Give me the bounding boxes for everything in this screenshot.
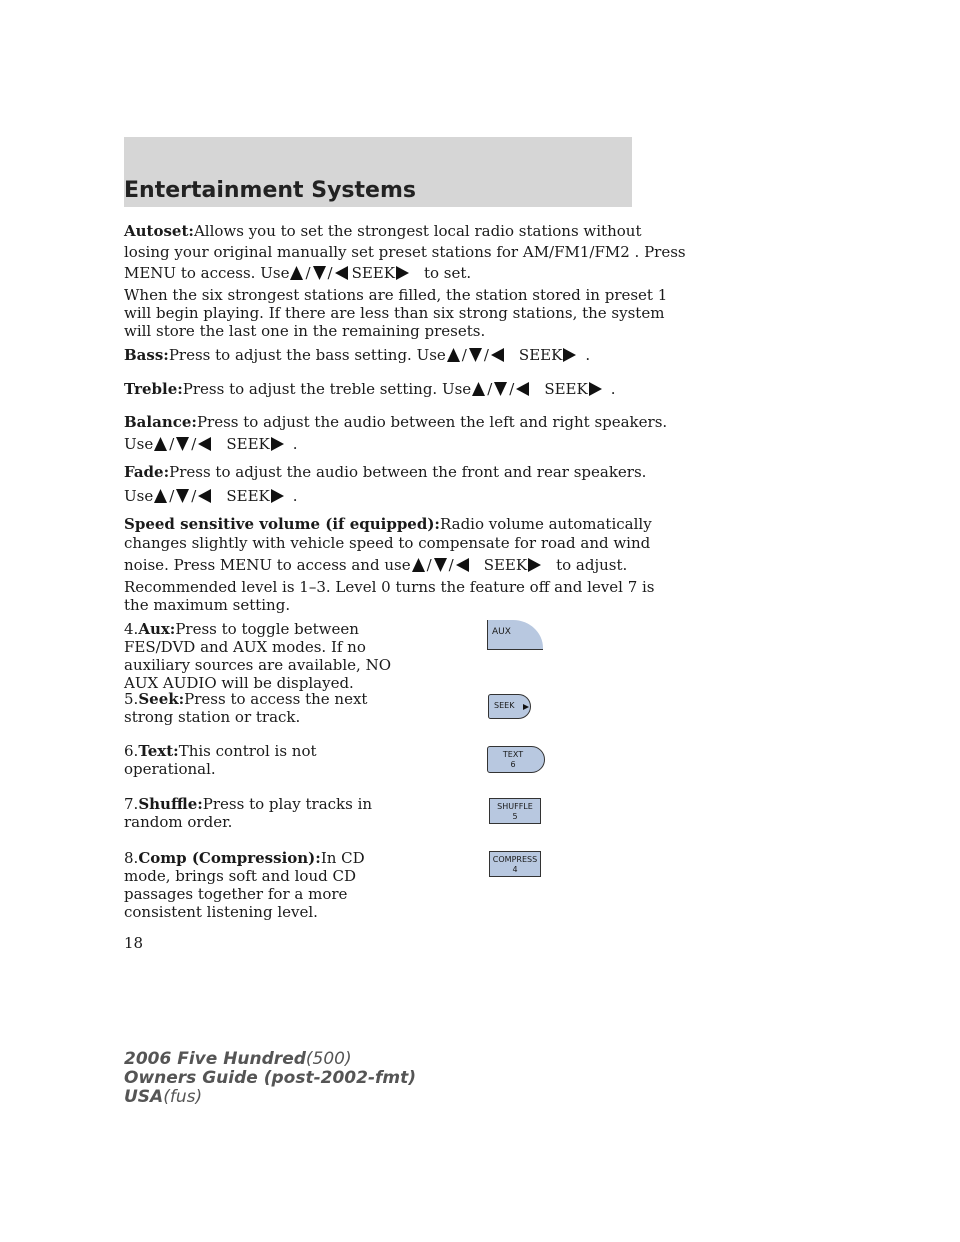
item-seek: 5.Seek:Press to access the next strong station or track. bbox=[124, 690, 368, 726]
autoset-line-3: MENU to access. Use / / SEEK to set. bbox=[124, 264, 472, 282]
recommended-line-1: Recommended level is 1–3. Level 0 turns the feature off and level 7 is bbox=[124, 578, 655, 596]
down-arrow-icon bbox=[434, 558, 447, 572]
speed-line-1: Speed sensitive volume (if equipped):Radio volume automatically bbox=[124, 515, 652, 533]
up-arrow-icon bbox=[154, 489, 167, 503]
bass-line: Bass:Press to adjust the bass setting. Use / / SEEK . bbox=[124, 346, 591, 364]
right-arrow-icon bbox=[271, 437, 284, 451]
footer: 2006 Five Hundred(500) Owners Guide (post-2002-fmt) USA(fus) bbox=[124, 1049, 417, 1107]
right-arrow-icon bbox=[589, 382, 602, 396]
autoset-line-2: losing your original manually set preset stations for AM/FM1/FM2 . Press bbox=[124, 243, 686, 261]
fade-line-2: Use / / SEEK . bbox=[124, 487, 298, 505]
fade-line-1: Fade:Press to adjust the audio between the front and rear speakers. bbox=[124, 463, 647, 481]
up-arrow-icon bbox=[412, 558, 425, 572]
speed-term: Speed sensitive volume (if equipped): bbox=[124, 515, 440, 533]
balance-line-2: Use / / SEEK . bbox=[124, 435, 298, 453]
left-arrow-icon bbox=[198, 489, 211, 503]
autoset-note-line-1: When the six strongest stations are filled, the station stored in preset 1 bbox=[124, 286, 668, 304]
section-title: Entertainment Systems bbox=[124, 178, 416, 203]
down-arrow-icon bbox=[494, 382, 507, 396]
left-arrow-icon bbox=[516, 382, 529, 396]
down-arrow-icon bbox=[176, 437, 189, 451]
recommended-line-2: the maximum setting. bbox=[124, 596, 291, 614]
aux-button[interactable]: AUX bbox=[487, 620, 543, 650]
fade-term: Fade: bbox=[124, 463, 170, 481]
item-compression: 8.Comp (Compression):In CD mode, brings soft and loud CD passages together for a more consistent listening level. bbox=[124, 849, 365, 921]
up-arrow-icon bbox=[447, 348, 460, 362]
up-arrow-icon bbox=[154, 437, 167, 451]
text-button[interactable]: TEXT 6 bbox=[487, 746, 545, 773]
autoset-line-1: Autoset:Allows you to set the strongest local radio stations without bbox=[124, 222, 642, 240]
right-arrow-icon bbox=[563, 348, 576, 362]
left-arrow-icon bbox=[335, 266, 348, 280]
seek-button[interactable]: SEEK bbox=[488, 694, 531, 719]
page-number: 18 bbox=[124, 934, 144, 952]
down-arrow-icon bbox=[313, 266, 326, 280]
up-arrow-icon bbox=[472, 382, 485, 396]
balance-term: Balance: bbox=[124, 413, 197, 431]
autoset-term: Autoset: bbox=[124, 222, 194, 240]
autoset-note-line-3: will store the last one in the remaining presets. bbox=[124, 322, 486, 340]
left-arrow-icon bbox=[456, 558, 469, 572]
item-shuffle: 7.Shuffle:Press to play tracks in random order. bbox=[124, 795, 373, 831]
right-arrow-icon bbox=[396, 266, 409, 280]
item-text: 6.Text:This control is not operational. bbox=[124, 742, 317, 778]
balance-line-1: Balance:Press to adjust the audio between the left and right speakers. bbox=[124, 413, 668, 431]
seek-right-arrow-icon bbox=[523, 704, 529, 710]
up-arrow-icon bbox=[290, 266, 303, 280]
treble-line: Treble:Press to adjust the treble setting. Use / / SEEK . bbox=[124, 380, 616, 398]
speed-line-2: changes slightly with vehicle speed to compensate for road and wind bbox=[124, 534, 651, 552]
speed-line-3: noise. Press MENU to access and use / / SEEK to adjust. bbox=[124, 556, 628, 574]
shuffle-button[interactable]: SHUFFLE 5 bbox=[489, 798, 541, 824]
down-arrow-icon bbox=[176, 489, 189, 503]
left-arrow-icon bbox=[198, 437, 211, 451]
left-arrow-icon bbox=[491, 348, 504, 362]
right-arrow-icon bbox=[528, 558, 541, 572]
autoset-note-line-2: will begin playing. If there are less than six strong stations, the system bbox=[124, 304, 665, 322]
item-aux: 4.Aux:Press to toggle between FES/DVD and AUX modes. If no auxiliary sources are available, NO AUX AUDIO will be displayed. bbox=[124, 620, 392, 692]
bass-term: Bass: bbox=[124, 346, 169, 364]
down-arrow-icon bbox=[469, 348, 482, 362]
right-arrow-icon bbox=[271, 489, 284, 503]
treble-term: Treble: bbox=[124, 380, 183, 398]
compress-button[interactable]: COMPRESS 4 bbox=[489, 851, 541, 877]
